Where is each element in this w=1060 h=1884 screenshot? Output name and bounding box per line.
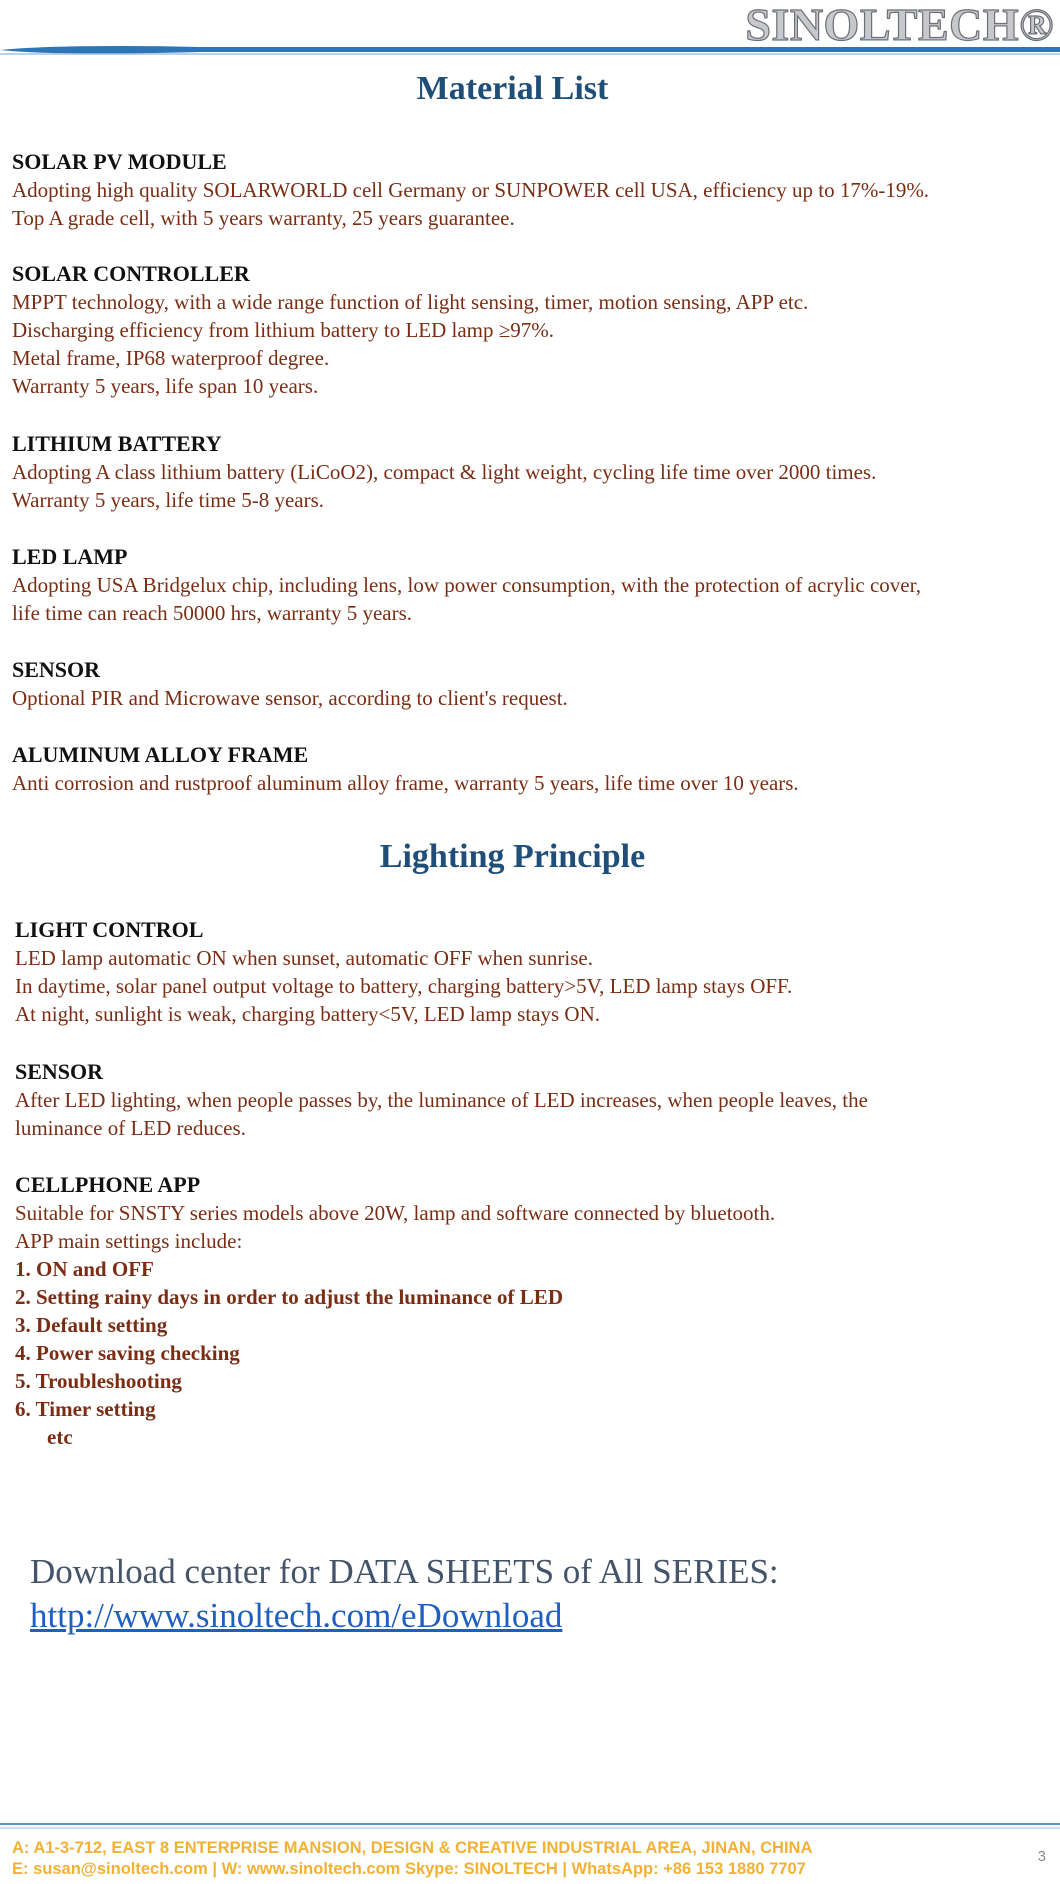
material-section-battery (12, 430, 1052, 514)
page-number: 3 (1037, 1848, 1046, 1865)
app-setting-item: 3. Default setting (15, 1313, 168, 1337)
app-setting-item: 5. Troubleshooting (15, 1369, 182, 1393)
section-line: Adopting USA Bridgelux chip, including lens, low power consumption, with the protection of acrylic cover, (12, 573, 921, 597)
section-line: APP main settings include: (15, 1229, 243, 1253)
section-heading: CELLPHONE APP (15, 1172, 201, 1197)
download-center (30, 1550, 1030, 1638)
download-text: Download center for DATA SHEETS of All SERIES: (30, 1552, 779, 1591)
material-list-title: Material List (416, 70, 609, 107)
principle-section-sensor (15, 1058, 1055, 1142)
material-section-led-lamp (12, 543, 1052, 627)
section-heading: SENSOR (12, 657, 101, 682)
app-setting-item: 6. Timer setting (15, 1397, 156, 1421)
material-section-pv-module (12, 148, 1052, 232)
section-heading: SOLAR CONTROLLER (12, 261, 250, 286)
footer-address: A: A1-3-712, EAST 8 ENTERPRISE MANSION, DESIGN & CREATIVE INDUSTRIAL AREA, JINAN, CHINA (12, 1839, 813, 1857)
material-section-controller (12, 260, 1052, 400)
section-heading: LIGHT CONTROL (15, 917, 204, 942)
app-setting-etc: etc (47, 1425, 73, 1449)
section-line: MPPT technology, with a wide range function of light sensing, timer, motion sensing, APP etc. (12, 290, 809, 314)
app-setting-item: 2. Setting rainy days in order to adjust the luminance of LED (15, 1285, 563, 1309)
app-setting-item: 1. ON and OFF (15, 1257, 154, 1281)
section-line: Top A grade cell, with 5 years warranty, 25 years guarantee. (12, 206, 515, 230)
principle-section-light-control (15, 916, 1055, 1028)
section-heading: ALUMINUM ALLOY FRAME (12, 742, 309, 767)
section-line: Optional PIR and Microwave sensor, according to client's request. (12, 686, 568, 710)
section-line: Warranty 5 years, life time 5-8 years. (12, 488, 325, 512)
section-line: luminance of LED reduces. (15, 1116, 246, 1140)
section-line: Warranty 5 years, life span 10 years. (12, 374, 319, 398)
section-line: Adopting high quality SOLARWORLD cell Germany or SUNPOWER cell USA, efficiency up to 17%-19%. (12, 178, 930, 202)
section-heading: SOLAR PV MODULE (12, 149, 227, 174)
app-setting-item: 4. Power saving checking (15, 1341, 240, 1365)
footer-contact-info (12, 1838, 992, 1880)
section-line: Anti corrosion and rustproof aluminum alloy frame, warranty 5 years, life time over 10 years. (12, 771, 799, 795)
section-line: After LED lighting, when people passes by, the luminance of LED increases, when people leaves, the (15, 1088, 868, 1112)
section-heading: SENSOR (15, 1059, 104, 1084)
section-heading: LITHIUM BATTERY (12, 431, 222, 456)
section-line: Discharging efficiency from lithium battery to LED lamp ≥97%. (12, 318, 555, 342)
brand-logo: SINOLTECH® (745, 0, 1054, 50)
section-line: life time can reach 50000 hrs, warranty 5 years. (12, 601, 413, 625)
section-line: At night, sunlight is weak, charging battery<5V, LED lamp stays ON. (15, 1002, 600, 1026)
material-section-sensor (12, 656, 1052, 712)
section-line: Suitable for SNSTY series models above 20W, lamp and software connected by bluetooth. (15, 1201, 776, 1225)
section-line: Adopting A class lithium battery (LiCoO2), compact & light weight, cycling life time over 2000 times. (12, 460, 877, 484)
section-line: LED lamp automatic ON when sunset, automatic OFF when sunrise. (15, 946, 593, 970)
lighting-principle-title: Lighting Principle (379, 838, 646, 875)
section-line: In daytime, solar panel output voltage to battery, charging battery>5V, LED lamp stays OFF. (15, 974, 793, 998)
download-link[interactable]: http://www.sinoltech.com/eDownload (30, 1596, 563, 1635)
principle-section-app (15, 1171, 1055, 1451)
footer-divider (0, 1822, 1060, 1830)
material-section-frame (12, 741, 1052, 797)
section-heading: LED LAMP (12, 544, 128, 569)
footer-contacts: E: susan@sinoltech.com | W: www.sinoltech.com Skype: SINOLTECH | WhatsApp: +86 153 1880 7707 (12, 1860, 806, 1878)
section-line: Metal frame, IP68 waterproof degree. (12, 346, 330, 370)
